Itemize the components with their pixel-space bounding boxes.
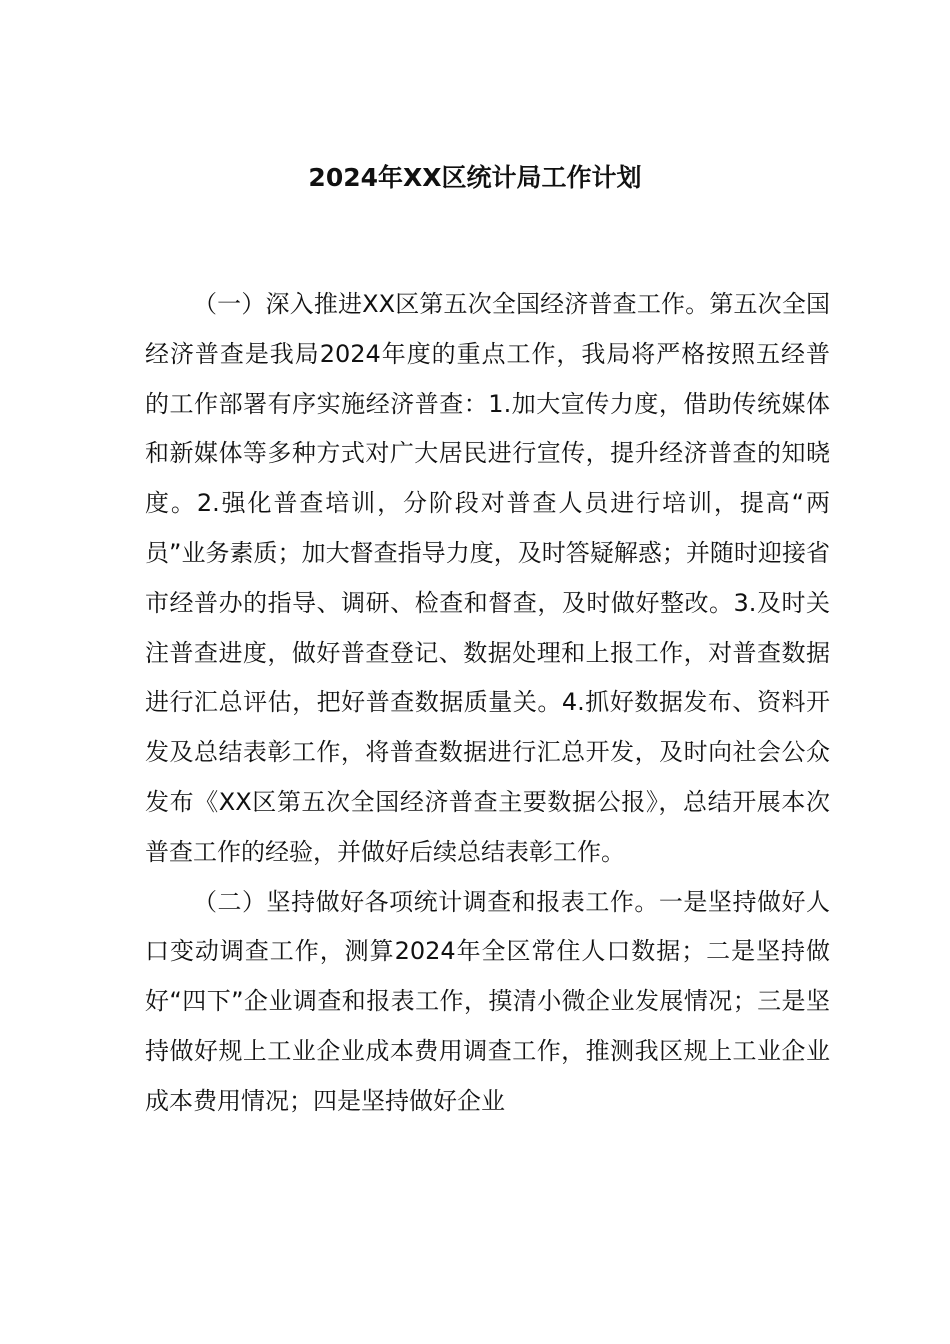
document-body [145, 280, 830, 1127]
paragraph-2: （二）坚持做好各项统计调查和报表工作。一是坚持做好人口变动调查工作，测算2024年全区常住人口数据；二是坚持做好“四下”企业调查和报表工作，摸清小微企业发展情况；三是坚持做好规上工业企业成本费用调查工作，推测我区规上工业企业成本费用情况；四是坚持做好企业 [145, 887, 830, 1115]
document-title: 2024年XX区统计局工作计划 [308, 163, 642, 192]
paragraph-1: （一）深入推进XX区第五次全国经济普查工作。第五次全国经济普查是我局2024年度的重点工作，我局将严格按照五经普的工作部署有序实施经济普查：1.加大宣传力度，借助传统媒体和新媒体等多种方式对广大居民进行宣传，提升经济普查的知晓度。2.强化普查培训，分阶段对普查人员进行培训，提高“两员”业务素质；加大督查指导力度，及时答疑解惑；并随时迎接省市经普办的指导、调研、检查和督查，及时做好整改。3.及时关注普查进度，做好普查登记、数据处理和上报工作，对普查数据进行汇总评估，把好普查数据质量关。4.抓好数据发布、资料开发及总结表彰工作，将普查数据进行汇总开发，及时向社会公众发布《XX区第五次全国经济普查主要数据公报》，总结开展本次普查工作的经验，并做好后续总结表彰工作。 [145, 290, 830, 866]
